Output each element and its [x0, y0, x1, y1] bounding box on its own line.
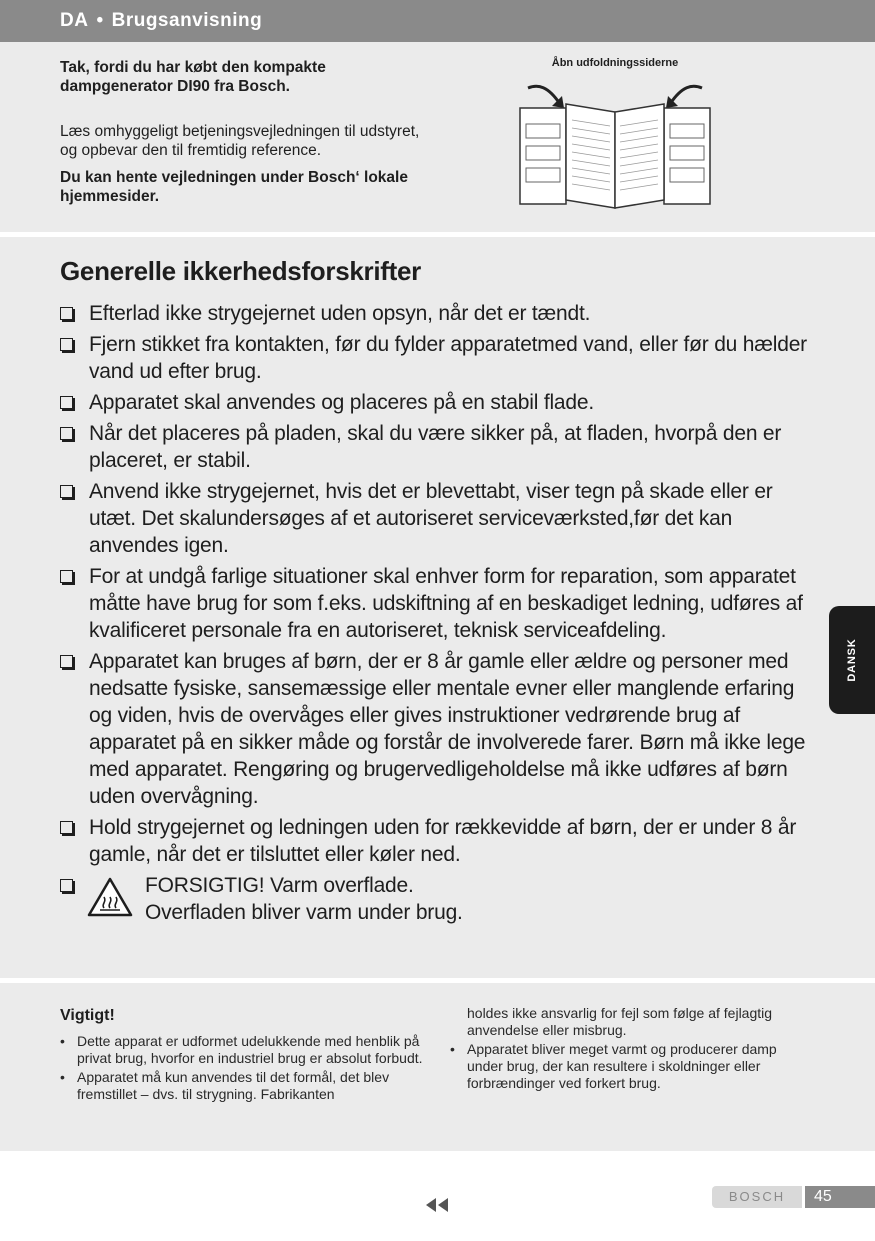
language-side-tab — [829, 606, 875, 714]
open-foldout-book-icon — [518, 74, 712, 209]
safety-item — [60, 478, 820, 559]
safety-item-text: Apparatet skal anvendes og placeres på en stabil flade. — [89, 391, 595, 414]
checkbox-icon — [60, 338, 73, 351]
checkbox-icon — [60, 307, 73, 320]
header-bar — [0, 0, 875, 42]
intro-download-text: Du kan hente vejledningen under Bosch‘ lokale hjemmesider. — [60, 169, 408, 205]
safety-item-text: Apparatet kan bruges af børn, der er 8 år gamle eller ældre og personer med nedsatte fysiske, sansemæssige eller mentale evner eller manglende erfaring og viden, hvis de overvåges eller gives instruktioner vedrørende brug af apparatet på en sikker måde og forstår de involverede farer. Børn må ikke lege med apparatet. Rengøring og brugervedligeholdelse må ikke udføres af børn uden overvågning. — [89, 650, 806, 808]
brand-label: BOSCH — [712, 1186, 802, 1208]
note-item — [60, 1033, 425, 1067]
fold-caption: Åbn udfoldningssiderne — [551, 57, 679, 69]
bullet: • — [450, 1041, 455, 1057]
safety-item — [60, 331, 820, 385]
safety-heading: Generelle ikkerhedsforskrifter — [60, 256, 421, 286]
safety-item-text: Fjern stikket fra kontakten, før du fylder apparatetmed vand, eller før du hælder vand ud efter brug. — [89, 333, 807, 383]
note-item-text: Dette apparat er udformet udelukkende med henblik på privat brug, hvorfor en industriel brug er absolut forbudt. — [77, 1033, 423, 1066]
note-item — [60, 1069, 425, 1103]
bullet: • — [60, 1033, 65, 1049]
safety-item — [60, 648, 820, 810]
safety-item — [60, 814, 820, 868]
note-continued-text: holdes ikke ansvarlig for fejl som følge af fejlagtig anvendelse eller misbrug. — [467, 1005, 773, 1038]
important-note-panel — [0, 983, 875, 1151]
checkbox-icon — [60, 821, 73, 834]
language-side-tab-label: DANSK — [846, 638, 858, 682]
note-item — [450, 1041, 810, 1092]
safety-item-text: Anvend ikke strygejernet, hvis det er blevettabt, viser tegn på skade eller er utæt. Det skalundersøges af et autoriseret serviceværksted,før det kan anvendes igen. — [89, 480, 773, 557]
bullet: • — [60, 1069, 65, 1085]
safety-item — [60, 563, 820, 644]
caution-text: Overfladen bliver varm under brug. — [145, 901, 463, 924]
caution-title: FORSIGTIG! Varm overflade. — [145, 874, 414, 897]
header-lang: DA — [60, 10, 89, 31]
checkbox-icon — [60, 396, 73, 409]
caution-item — [60, 872, 820, 926]
note-item-text: Apparatet bliver meget varmt og producerer damp under brug, der kan resultere i skoldninger eller forbrændinger ved forkert brug. — [467, 1041, 777, 1091]
note-right-column — [450, 1005, 810, 1094]
hot-surface-warning-icon — [87, 876, 133, 918]
safety-list — [60, 300, 820, 930]
header-separator: • — [96, 10, 104, 31]
checkbox-icon — [60, 879, 73, 892]
intro-thanks-text: Tak, fordi du har købt den kompakte dampgenerator DI90 fra Bosch. — [60, 59, 326, 95]
note-item-text: Apparatet må kun anvendes til det formål, det blev fremstillet – dvs. til strygning. Fabrikanten — [77, 1069, 390, 1102]
note-left-column — [60, 1033, 425, 1105]
note-title: Vigtigt! — [60, 1007, 115, 1024]
safety-item-text: Hold strygejernet og ledningen uden for rækkevidde af børn, der er under 8 år gamle, når det er tilsluttet eller køler ned. — [89, 816, 797, 866]
safety-item-text: For at undgå farlige situationer skal enhver form for reparation, som apparatet måtte have brug for som f.eks. udskiftning af en beskadiget ledning, udføres af kvalificeret personale fra en autoriseret, teknisk serviceafdeling. — [89, 565, 803, 642]
intro-read-text: Læs omhyggeligt betjeningsvejledningen til udstyret, og opbevar den til fremtidig reference. — [60, 123, 420, 159]
checkbox-icon — [60, 655, 73, 668]
safety-panel — [0, 237, 875, 978]
checkbox-icon — [60, 427, 73, 440]
checkbox-icon — [60, 485, 73, 498]
safety-item — [60, 300, 820, 327]
intro-panel — [0, 42, 875, 232]
checkbox-icon — [60, 570, 73, 583]
rewind-arrows-icon — [424, 1197, 450, 1213]
page-number: 45 — [805, 1186, 875, 1208]
header-title: Brugsanvisning — [111, 10, 263, 31]
safety-item — [60, 389, 820, 416]
safety-item — [60, 420, 820, 474]
safety-item-text: Når det placeres på pladen, skal du være sikker på, at fladen, hvorpå den er placeret, er stabil. — [89, 422, 782, 472]
safety-item-text: Efterlad ikke strygejernet uden opsyn, når det er tændt. — [89, 302, 591, 325]
